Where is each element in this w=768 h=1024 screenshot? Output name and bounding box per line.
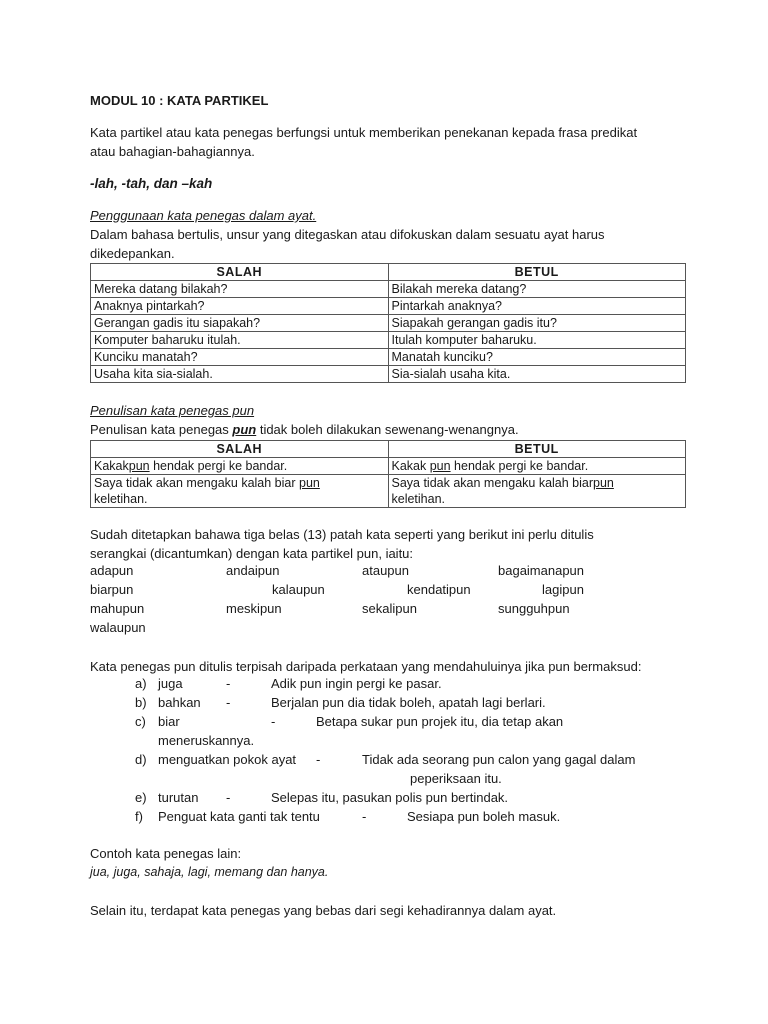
section2-line-post: tidak boleh dilakukan sewenang-wenangnya. bbox=[256, 422, 519, 437]
list-item bbox=[90, 752, 686, 771]
section1-heading: Penggunaan kata penegas dalam ayat. bbox=[90, 208, 317, 223]
item-letter: d) bbox=[135, 752, 147, 767]
cell-salah bbox=[91, 475, 389, 508]
table-row bbox=[91, 366, 686, 383]
item-term: Penguat kata ganti tak tentu bbox=[158, 809, 320, 824]
cell-salah: Usaha kita sia-sialah. bbox=[91, 366, 389, 383]
cell-betul bbox=[388, 458, 686, 475]
cell-betul: Itulah komputer baharuku. bbox=[388, 332, 686, 349]
item-continuation: meneruskannya. bbox=[158, 733, 255, 748]
intro-line-1: Kata partikel atau kata penegas berfungsi untuk memberikan penekanan kepada frasa predikat bbox=[90, 125, 638, 140]
list-item: kalaupun bbox=[272, 582, 325, 597]
section2-line bbox=[90, 420, 519, 439]
section4-intro: Kata penegas pun ditulis terpisah daripada perkataan yang mendahuluinya jika pun bermaksud: bbox=[90, 659, 642, 674]
item-term: juga bbox=[158, 676, 183, 691]
cell-underlined-pun: pun bbox=[593, 476, 614, 490]
list-item: sungguhpun bbox=[498, 601, 570, 616]
cell-text: Saya tidak akan mengaku kalah biar bbox=[391, 476, 594, 490]
section2-line-pre: Penulisan kata penegas bbox=[90, 422, 233, 437]
list-item: lagipun bbox=[542, 582, 584, 597]
word-row bbox=[90, 563, 650, 582]
cell-text: hendak pergi ke bandar. bbox=[149, 459, 288, 473]
cell-salah: Komputer baharuku itulah. bbox=[91, 332, 389, 349]
item-letter: a) bbox=[135, 676, 147, 691]
list-item bbox=[90, 790, 686, 809]
table-row bbox=[91, 458, 686, 475]
cell-text: keletihan. bbox=[94, 492, 148, 506]
item-letter: b) bbox=[135, 695, 147, 710]
header-salah: SALAH bbox=[91, 441, 389, 458]
suffix-heading: -lah, -tah, dan –kah bbox=[90, 176, 213, 191]
closing-paragraph: Selain itu, terdapat kata penegas yang bebas dari segi kehadirannya dalam ayat. bbox=[90, 903, 557, 918]
item-example: Sesiapa pun boleh masuk. bbox=[407, 809, 561, 824]
item-letter: c) bbox=[135, 714, 146, 729]
item-letter: f) bbox=[135, 809, 143, 824]
intro-paragraph bbox=[90, 123, 637, 161]
section1-text bbox=[90, 206, 605, 263]
cell-underlined-pun: pun bbox=[299, 476, 320, 490]
item-example: Adik pun ingin pergi ke pasar. bbox=[271, 676, 442, 691]
item-example: Berjalan pun dia tidak boleh, apatah lagi berlari. bbox=[271, 695, 546, 710]
list-item-continuation bbox=[90, 771, 686, 790]
cell-text: Kakak bbox=[391, 459, 430, 473]
cell-salah bbox=[91, 458, 389, 475]
header-betul: BETUL bbox=[388, 264, 686, 281]
section3-text bbox=[90, 525, 594, 563]
cell-betul: Sia-sialah usaha kita. bbox=[388, 366, 686, 383]
table-header-row bbox=[91, 441, 686, 458]
item-example: Betapa sukar pun projek itu, dia tetap akan bbox=[316, 714, 564, 729]
cell-betul: Manatah kunciku? bbox=[388, 349, 686, 366]
list-item: mahupun bbox=[90, 601, 145, 616]
table-row bbox=[91, 281, 686, 298]
section1-line-2: dikedepankan. bbox=[90, 246, 175, 261]
section5-line-2: jua, juga, sahaja, lagi, memang dan hanya. bbox=[90, 865, 329, 879]
item-example: Tidak ada seorang pun calon yang gagal dalam bbox=[362, 752, 636, 767]
item-dash: - bbox=[362, 809, 367, 824]
item-dash: - bbox=[226, 790, 231, 805]
item-continuation: peperiksaan itu. bbox=[410, 771, 502, 786]
item-dash: - bbox=[271, 714, 276, 729]
cell-betul: Pintarkah anaknya? bbox=[388, 298, 686, 315]
section2-text bbox=[90, 401, 519, 439]
item-dash: - bbox=[226, 695, 231, 710]
list-item bbox=[90, 695, 686, 714]
section2-line-emphasis: pun bbox=[232, 422, 257, 437]
table-row bbox=[91, 332, 686, 349]
word-row bbox=[90, 582, 650, 601]
section5-text bbox=[90, 844, 328, 882]
pun-word-list bbox=[90, 563, 650, 639]
list-item-continuation bbox=[90, 733, 686, 752]
cell-betul: Bilakah mereka datang? bbox=[388, 281, 686, 298]
cell-text: keletihan. bbox=[391, 492, 446, 506]
list-item: bagaimanapun bbox=[498, 563, 585, 578]
page-title: MODUL 10 : KATA PARTIKEL bbox=[90, 93, 269, 108]
section3-line-2: serangkai (dicantumkan) dengan kata partikel pun, iaitu: bbox=[90, 546, 414, 561]
section5-line-1: Contoh kata penegas lain: bbox=[90, 846, 242, 861]
table-row bbox=[91, 349, 686, 366]
cell-underlined-pun: pun bbox=[128, 459, 150, 473]
list-item: ataupun bbox=[362, 563, 409, 578]
cell-text: Kakak bbox=[94, 459, 129, 473]
cell-salah: Mereka datang bilakah? bbox=[91, 281, 389, 298]
cell-salah: Anaknya pintarkah? bbox=[91, 298, 389, 315]
table-row bbox=[91, 315, 686, 332]
header-salah: SALAH bbox=[91, 264, 389, 281]
cell-salah: Gerangan gadis itu siapakah? bbox=[91, 315, 389, 332]
item-dash: - bbox=[316, 752, 321, 767]
table-row bbox=[91, 298, 686, 315]
section2-heading: Penulisan kata penegas pun bbox=[90, 403, 255, 418]
list-item: biarpun bbox=[90, 582, 134, 597]
table-header-row bbox=[91, 264, 686, 281]
cell-text: hendak pergi ke bandar. bbox=[450, 459, 589, 473]
list-item: sekalipun bbox=[362, 601, 417, 616]
intro-line-2: atau bahagian-bahagiannya. bbox=[90, 144, 255, 159]
list-item: andaipun bbox=[226, 563, 280, 578]
cell-salah: Kunciku manatah? bbox=[91, 349, 389, 366]
cell-underlined-pun: pun bbox=[429, 459, 451, 473]
list-item: meskipun bbox=[226, 601, 282, 616]
header-betul: BETUL bbox=[388, 441, 686, 458]
list-item bbox=[90, 676, 686, 695]
cell-text: Saya tidak akan mengaku kalah biar bbox=[94, 476, 299, 490]
cell-betul: Siapakah gerangan gadis itu? bbox=[388, 315, 686, 332]
list-item: adapun bbox=[90, 563, 134, 578]
list-item: walaupun bbox=[90, 620, 146, 635]
list-item bbox=[90, 714, 686, 733]
item-dash: - bbox=[226, 676, 231, 691]
item-term: turutan bbox=[158, 790, 199, 805]
table-kata-penegas bbox=[90, 263, 686, 383]
pun-meaning-list bbox=[90, 676, 686, 828]
table-row bbox=[91, 475, 686, 508]
item-term: biar bbox=[158, 714, 180, 729]
list-item bbox=[90, 809, 686, 828]
list-item: kendatipun bbox=[407, 582, 471, 597]
item-letter: e) bbox=[135, 790, 147, 805]
item-term: menguatkan pokok ayat bbox=[158, 752, 297, 767]
section1-line-1: Dalam bahasa bertulis, unsur yang ditegaskan atau difokuskan dalam sesuatu ayat harus bbox=[90, 227, 605, 242]
item-term: bahkan bbox=[158, 695, 201, 710]
word-row bbox=[90, 601, 650, 620]
word-row bbox=[90, 620, 650, 639]
item-example: Selepas itu, pasukan polis pun bertindak. bbox=[271, 790, 509, 805]
cell-betul bbox=[388, 475, 686, 508]
section3-line-1: Sudah ditetapkan bahawa tiga belas (13) patah kata seperti yang berikut ini perlu ditulis bbox=[90, 527, 594, 542]
table-penulisan-pun bbox=[90, 440, 686, 508]
